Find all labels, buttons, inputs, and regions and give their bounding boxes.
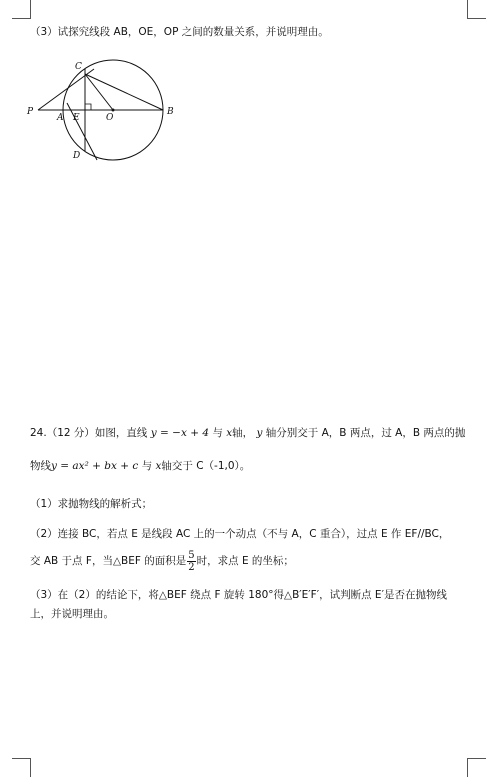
fraction-denominator: 2 (188, 561, 195, 573)
q24-part3-line1: （3）在（2）的结论下，将△BEF 绕点 F 旋转 180°得△B′E′F′，试判断点 E′是否在抛物线 (30, 589, 447, 601)
q24-eq-line: y = −x + 4 (150, 427, 210, 439)
fraction-five-halves (187, 550, 195, 573)
q24-part1: （1）求抛物线的解析式； (30, 498, 153, 510)
label-a: A (57, 113, 64, 123)
figure-point-o (112, 109, 115, 112)
q24-intro-d: 轴分别交于 A，B 两点，过 A，B 两点的抛 (265, 427, 466, 439)
label-e: E (73, 113, 80, 123)
q24-line1 (30, 426, 465, 440)
figure-line-ad (67, 103, 97, 160)
label-o: O (106, 113, 114, 123)
q24-x-var: x (226, 427, 233, 439)
crop-mark-bottom-left (12, 758, 31, 777)
q24-line2-c: 轴交于 C（-1,0）。 (161, 460, 251, 472)
q24-part2-text-b: 时，求点 E 的坐标； (196, 555, 294, 567)
q24-line2-b: 与 (141, 460, 153, 472)
q24-eq-parabola: y = ax² + bx + c (51, 460, 139, 472)
q24-x-var-2: x (155, 460, 162, 472)
q24-line2 (30, 459, 250, 473)
crop-mark-bottom-right (467, 758, 486, 777)
figure-segment-co (85, 74, 113, 110)
fraction-numerator: 5 (188, 549, 195, 561)
q24-part2-line2 (30, 548, 294, 574)
label-b: B (167, 107, 174, 117)
label-c: C (75, 62, 82, 72)
q24-part3-line2: 上，并说明理由。 (30, 608, 114, 620)
q24-part2-text-a: 交 AB 于点 F，当△BEF 的面积是 (30, 555, 187, 567)
label-p: P (27, 107, 34, 117)
figure-chord-cb (85, 74, 163, 110)
crop-mark-top-left (12, 0, 31, 19)
q24-y-var: y (256, 427, 263, 439)
q24-intro-a: 24.（12 分）如图，直线 (30, 427, 148, 439)
q24-line2-a: 物线 (30, 460, 51, 472)
label-d: D (73, 151, 81, 161)
q24-intro-b: 与 (212, 427, 223, 439)
crop-mark-top-right (467, 0, 486, 19)
q23-part3-text: （3）试探究线段 AB，OE，OP 之间的数量关系，并说明理由。 (30, 26, 329, 38)
q24-part2-line1: （2）连接 BC，若点 E 是线段 AC 上的一个动点（不与 A，C 重合），过点 E 作 EF//BC， (30, 528, 450, 540)
figure-right-angle-mark (85, 104, 91, 110)
geometry-figure (22, 55, 192, 175)
q24-intro-c: 轴， (232, 427, 254, 439)
